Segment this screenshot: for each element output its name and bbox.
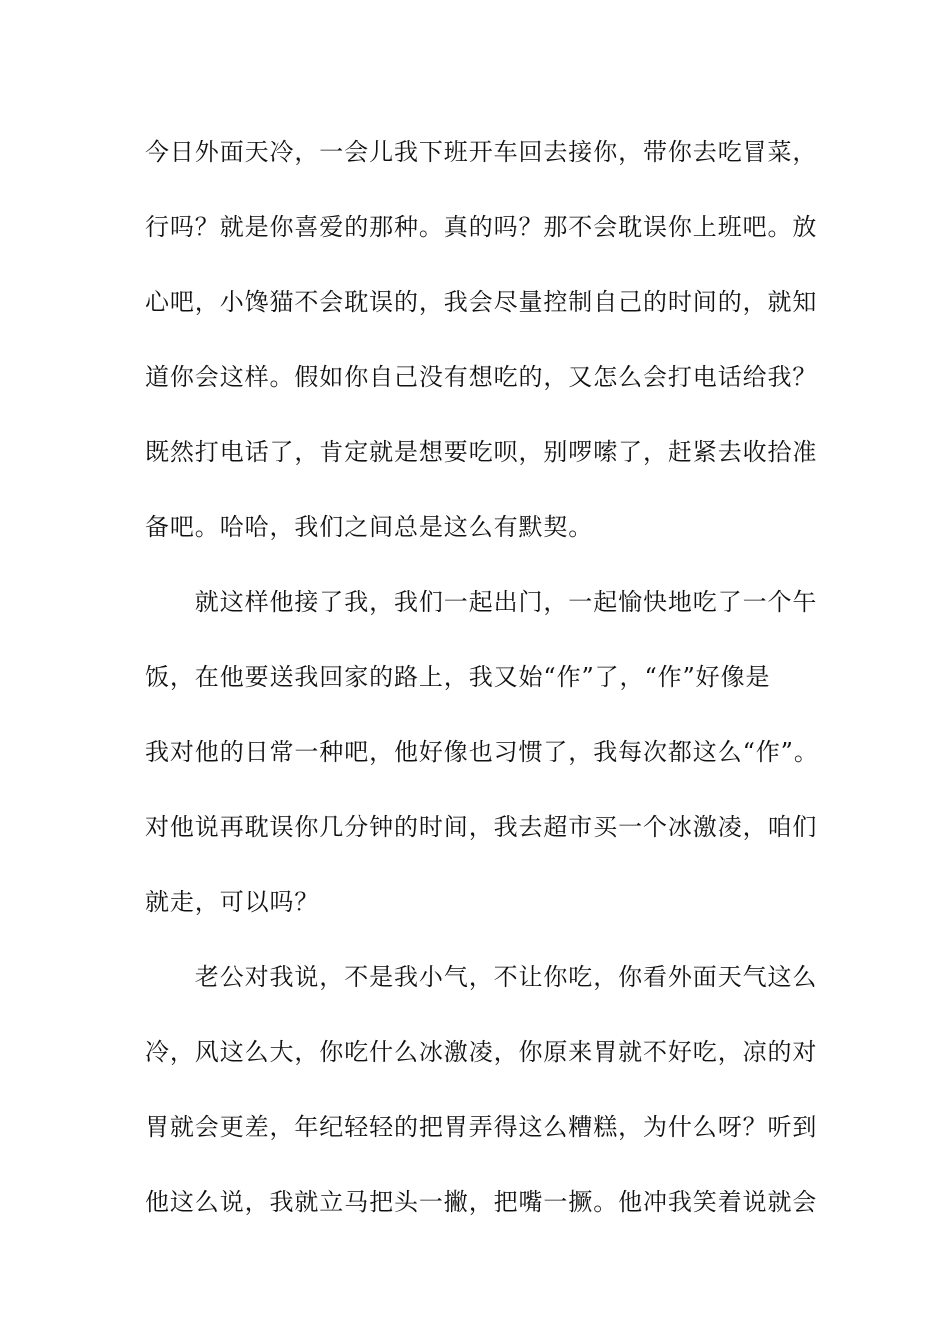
document-body [145,128,825,1253]
text-line-4: 道你会这样。假如你自己没有想吃的，又怎么会打电话给我？ [145,363,818,391]
text-line-2: 行吗？就是你喜爱的那种。真的吗？那不会耽误你上班吧。放 [145,213,818,241]
text-line-7: 就这样他接了我，我们一起出门，一起愉快地吃了一个午 [145,588,818,616]
text-line-15: 他这么说，我就立马把头一撇，把嘴一撅。他冲我笑着说就会 [145,1188,818,1216]
text-line-6: 备吧。哈哈，我们之间总是这么有默契。 [145,513,594,541]
text-line-1: 今日外面天冷，一会儿我下班开车回去接你，带你去吃冒菜， [145,138,818,166]
text-line-5: 既然打电话了，肯定就是想要吃呗，别啰嗦了，赶紧去收拾准 [145,438,818,466]
text-line-10: 对他说再耽误你几分钟的时间，我去超市买一个冰激凌，咱们 [145,813,818,841]
text-line-9: 我对他的日常一种吧，他好像也习惯了，我每次都这么“作”。 [145,738,819,766]
text-line-3: 心吧，小馋猫不会耽误的，我会尽量控制自己的时间的，就知 [145,288,818,316]
text-line-12: 老公对我说，不是我小气，不让你吃，你看外面天气这么 [145,963,818,991]
text-line-11: 就走，可以吗？ [145,888,320,916]
text-line-8: 饭，在他要送我回家的路上，我又始“作”了，“作”好像是 [145,663,771,691]
text-line-14: 胃就会更差，年纪轻轻的把胃弄得这么糟糕，为什么呀？听到 [145,1113,818,1141]
text-line-13: 冷，风这么大，你吃什么冰激凌，你原来胃就不好吃，凉的对 [145,1038,818,1066]
